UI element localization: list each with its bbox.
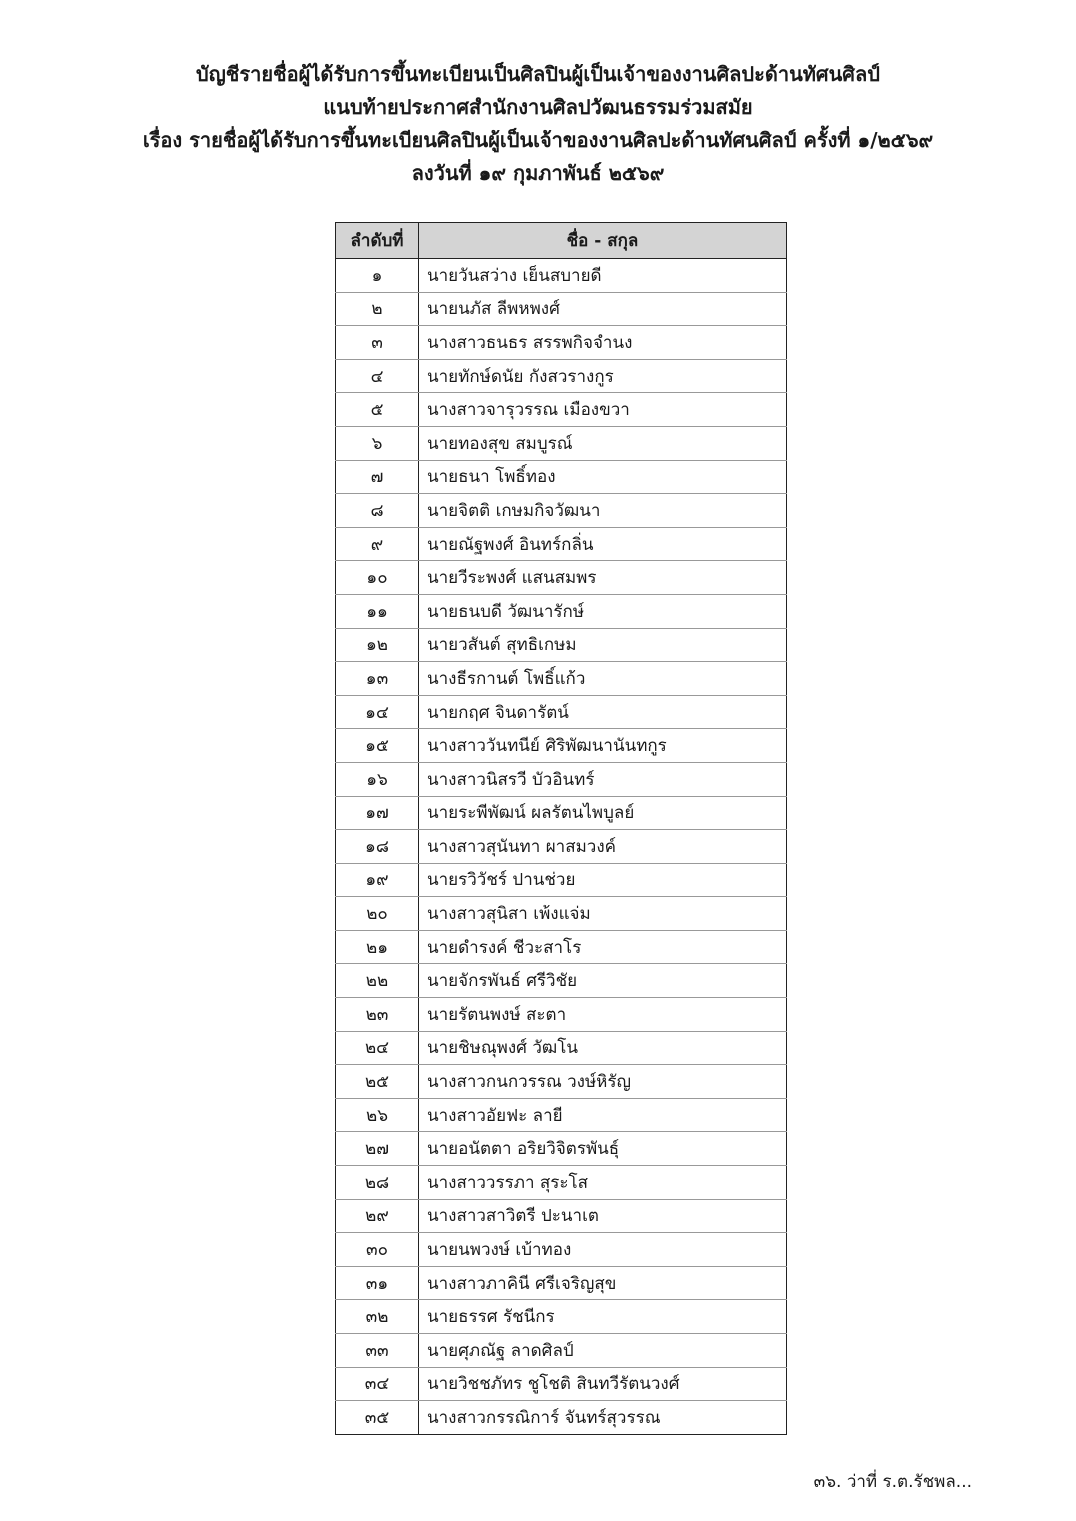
table-row	[336, 594, 787, 628]
row-full-name: นางสาววันทนีย์ ศิริพัฒนานันทกูร	[419, 729, 787, 763]
table-body	[336, 259, 787, 1435]
row-number: ๑๕	[336, 729, 419, 763]
row-full-name: นางสาวกรรณิการ์ จันทร์สุวรรณ	[419, 1401, 787, 1435]
row-number: ๗	[336, 460, 419, 494]
row-full-name: นายศุภณัฐ ลาดศิลป์	[419, 1334, 787, 1368]
row-full-name: นายทองสุข สมบูรณ์	[419, 426, 787, 460]
table-row	[336, 259, 787, 293]
table-row	[336, 1132, 787, 1166]
row-full-name: นางสาวจารุวรรณ เมืองขวา	[419, 393, 787, 427]
table-row	[336, 393, 787, 427]
row-number: ๓	[336, 326, 419, 360]
table-row	[336, 964, 787, 998]
row-number: ๑๔	[336, 695, 419, 729]
row-number: ๑๙	[336, 863, 419, 897]
row-full-name: นายชิษณุพงศ์ วัฒโน	[419, 1031, 787, 1065]
row-number: ๓๔	[336, 1367, 419, 1401]
table-row	[336, 762, 787, 796]
row-number: ๑๑	[336, 594, 419, 628]
row-full-name: นายณัฐพงศ์ อินทร์กลิ่น	[419, 527, 787, 561]
row-number: ๙	[336, 527, 419, 561]
row-number: ๒๘	[336, 1166, 419, 1200]
row-number: ๑๒	[336, 628, 419, 662]
row-number: ๑	[336, 259, 419, 293]
table-row	[336, 527, 787, 561]
table-row	[336, 1401, 787, 1435]
row-number: ๒	[336, 292, 419, 326]
column-header-name: ชื่อ - สกุล	[419, 223, 787, 259]
row-full-name: นางสาวภาคินี ศรีเจริญสุข	[419, 1266, 787, 1300]
row-number: ๒๖	[336, 1098, 419, 1132]
table-row	[336, 1098, 787, 1132]
row-number: ๒๔	[336, 1031, 419, 1065]
table-row	[336, 1031, 787, 1065]
row-number: ๒๕	[336, 1065, 419, 1099]
row-full-name: นายอนัตตา อริยวิจิตรพันธุ์	[419, 1132, 787, 1166]
row-full-name: นายรัตนพงษ์ สะตา	[419, 998, 787, 1032]
row-full-name: นายดำรงค์ ชีวะสาโร	[419, 930, 787, 964]
row-full-name: นายจักรพันธ์ ศรีวิชัย	[419, 964, 787, 998]
row-full-name: นายกฤศ จินดารัตน์	[419, 695, 787, 729]
row-number: ๔	[336, 359, 419, 393]
table-row	[336, 1199, 787, 1233]
row-full-name: นางสาวสุนันทา ผาสมวงค์	[419, 830, 787, 864]
row-number: ๖	[336, 426, 419, 460]
row-number: ๓๑	[336, 1266, 419, 1300]
row-full-name: นางสาวกนกวรรณ วงษ์หิรัญ	[419, 1065, 787, 1099]
row-full-name: นายนภัส ลีพหพงศ์	[419, 292, 787, 326]
row-number: ๕	[336, 393, 419, 427]
table-row	[336, 628, 787, 662]
row-full-name: นางสาววรรภา สุระโส	[419, 1166, 787, 1200]
table-row	[336, 326, 787, 360]
row-full-name: นายวสันต์ สุทธิเกษม	[419, 628, 787, 662]
row-number: ๒๒	[336, 964, 419, 998]
row-full-name: นายนพวงษ์ เบ้าทอง	[419, 1233, 787, 1267]
row-number: ๓๒	[336, 1300, 419, 1334]
table-row	[336, 460, 787, 494]
table-row	[336, 494, 787, 528]
table-row	[336, 796, 787, 830]
continuation-note: ๓๖. ว่าที่ ร.ต.รัชพล...	[813, 1472, 972, 1492]
table-row	[336, 863, 787, 897]
header-date: ลงวันที่ ๑๙ กุมภาพันธ์ ๒๕๖๙	[411, 161, 665, 185]
row-full-name: นางสาวสาวิตรี ปะนาเต	[419, 1199, 787, 1233]
row-full-name: นายธนบดี วัฒนารักษ์	[419, 594, 787, 628]
table-row	[336, 426, 787, 460]
row-number: ๒๐	[336, 897, 419, 931]
row-number: ๑๘	[336, 830, 419, 864]
row-full-name: นายจิตติ เกษมกิจวัฒนา	[419, 494, 787, 528]
row-number: ๑๐	[336, 561, 419, 595]
row-full-name: นายวิชชภัทร ชูโชติ สินทวีรัตนวงศ์	[419, 1367, 787, 1401]
table-row	[336, 729, 787, 763]
row-number: ๓๕	[336, 1401, 419, 1435]
table-row	[336, 1166, 787, 1200]
row-number: ๒๙	[336, 1199, 419, 1233]
row-full-name: นายระพีพัฒน์ ผลรัตนไพบูลย์	[419, 796, 787, 830]
table-row	[336, 561, 787, 595]
row-full-name: นายรวิวัชร์ ปานช่วย	[419, 863, 787, 897]
table-row	[336, 1334, 787, 1368]
document-header	[0, 58, 1076, 190]
row-full-name: นายวีระพงศ์ แสนสมพร	[419, 561, 787, 595]
row-full-name: นายทักษ์ดนัย กังสวรางกูร	[419, 359, 787, 393]
row-number: ๒๓	[336, 998, 419, 1032]
table-row	[336, 897, 787, 931]
table-row	[336, 930, 787, 964]
table-row	[336, 998, 787, 1032]
row-number: ๒๗	[336, 1132, 419, 1166]
row-number: ๑๓	[336, 662, 419, 696]
table-header-row	[336, 223, 787, 259]
row-number: ๓๐	[336, 1233, 419, 1267]
table-row	[336, 1367, 787, 1401]
table-row	[336, 662, 787, 696]
table-row	[336, 292, 787, 326]
row-full-name: นายธนา โพธิ์ทอง	[419, 460, 787, 494]
table-row	[336, 830, 787, 864]
row-full-name: นายธรรศ รัชนีกร	[419, 1300, 787, 1334]
header-title: บัญชีรายชื่อผู้ได้รับการขึ้นทะเบียนเป็นศิลปินผู้เป็นเจ้าของงานศิลปะด้านทัศนศิลป์	[196, 62, 880, 86]
table-row	[336, 1233, 787, 1267]
row-number: ๑๖	[336, 762, 419, 796]
row-number: ๑๗	[336, 796, 419, 830]
row-full-name: นางสาวธนธร สรรพกิจจำนง	[419, 326, 787, 360]
row-full-name: นางสาวอัยฟะ ลายี	[419, 1098, 787, 1132]
header-subject: เรื่อง รายชื่อผู้ได้รับการขึ้นทะเบียนศิลปินผู้เป็นเจ้าของงานศิลปะด้านทัศนศิลป์ ครั้งที่ ๑/๒๕๖๙	[142, 128, 934, 152]
header-subtitle: แนบท้ายประกาศสำนักงานศิลปวัฒนธรรมร่วมสมัย	[323, 95, 753, 119]
column-header-number: ลำดับที่	[336, 223, 419, 259]
row-number: ๓๓	[336, 1334, 419, 1368]
row-full-name: นางสาวสุนิสา เพ้งแจ่ม	[419, 897, 787, 931]
row-full-name: นางธีรกานต์ โพธิ์แก้ว	[419, 662, 787, 696]
row-full-name: นางสาวนิสรวี บัวอินทร์	[419, 762, 787, 796]
table-row	[336, 1300, 787, 1334]
artist-registry-table	[335, 222, 787, 1435]
row-number: ๘	[336, 494, 419, 528]
table-row	[336, 1065, 787, 1099]
table-row	[336, 695, 787, 729]
row-full-name: นายวันสว่าง เย็นสบายดี	[419, 259, 787, 293]
table-row	[336, 1266, 787, 1300]
table-row	[336, 359, 787, 393]
row-number: ๒๑	[336, 930, 419, 964]
